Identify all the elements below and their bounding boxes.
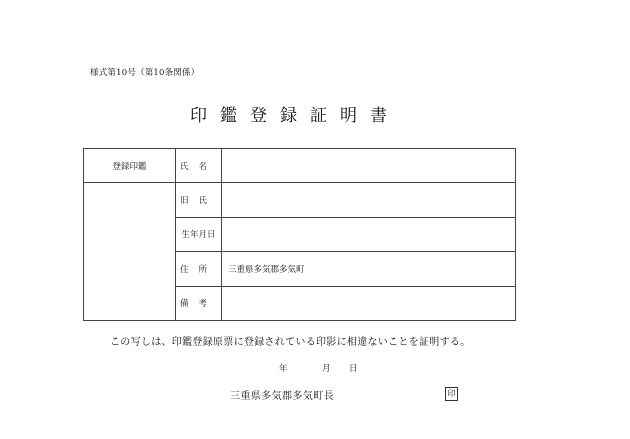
birth-date-value — [222, 217, 516, 251]
date-month: 月 — [322, 364, 331, 374]
former-surname-label: 旧氏 — [176, 183, 222, 217]
registered-seal-area — [84, 183, 176, 321]
name-label: 氏名 — [176, 149, 222, 183]
table-row — [84, 149, 516, 183]
table-row — [84, 183, 516, 217]
name-value — [222, 149, 516, 183]
registered-seal-label: 登録印鑑 — [84, 149, 176, 183]
document-title: 印鑑登録証明書 — [190, 106, 400, 126]
date-day: 日 — [349, 364, 358, 374]
form-number: 様式第10号（第10条関係） — [90, 68, 200, 78]
address-label: 住所 — [176, 252, 222, 286]
certification-statement: この写しは、印鑑登録原票に登録されている印影に相違ないことを証明する。 — [110, 337, 471, 348]
remarks-label: 備考 — [176, 286, 222, 320]
issuer-name: 三重県多気郡多気町長 — [230, 391, 334, 402]
former-surname-value — [222, 183, 516, 217]
official-seal-mark: 印 — [445, 387, 458, 401]
certificate-table — [83, 148, 516, 321]
remarks-value — [222, 286, 516, 320]
birth-date-label: 生年月日 — [176, 217, 222, 251]
address-value: 三重県多気郡多気町 — [222, 252, 516, 286]
date-year: 年 — [279, 364, 288, 374]
